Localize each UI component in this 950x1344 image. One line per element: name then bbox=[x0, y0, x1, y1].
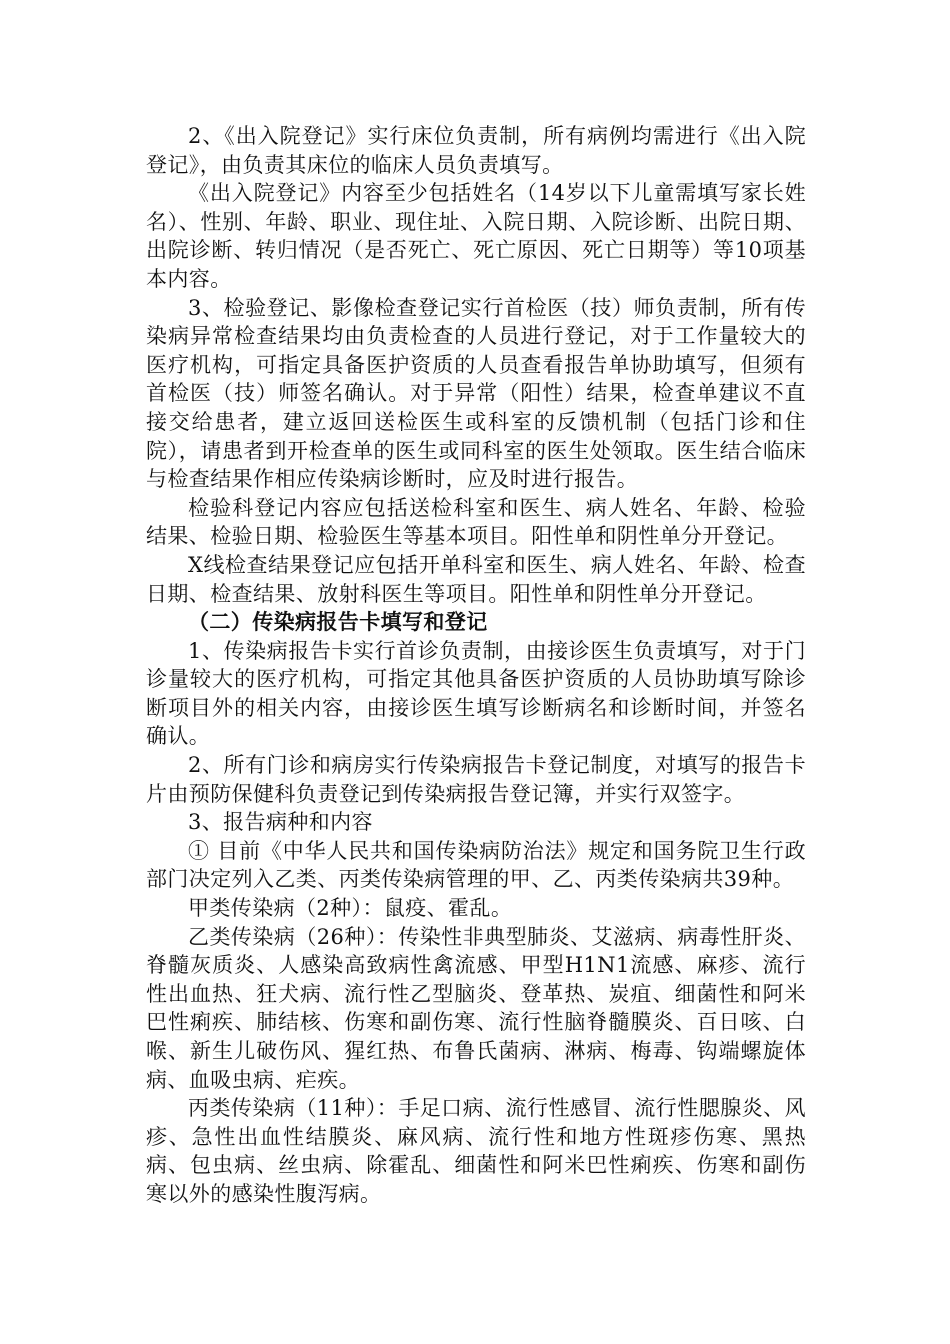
paragraph: 甲类传染病（2种）：鼠疫、霍乱。 bbox=[188, 896, 513, 921]
paragraph: 3、检验登记、影像检查登记实行首检医（技）师负责制，所有传染病异常检查结果均由负责检查的人员进行登记，对于工作量较大的医疗机构，可指定具备医护资质的人员查看报告单协助填写，但须有首检医（技）师签名确认。对于异常（阳性）结果，检查单建议不直接交给患者，建立返回送检医生或科室的反馈机制（包括门诊和住院），请患者到开检查单的医生或同科室的医生处领取。医生结合临床与检查结果作相应传染病诊断时，应及时进行报告。 bbox=[146, 295, 806, 492]
paragraph: 1、传染病报告卡实行首诊负责制，由接诊医生负责填写，对于门诊量较大的医疗机构，可指定其他具备医护资质的人员协助填写除诊断项目外的相关内容，由接诊医生填写诊断病名和诊断时间，并签名确认。 bbox=[146, 638, 806, 749]
paragraph: 《出入院登记》内容至少包括姓名（14岁以下儿童需填写家长姓名）、性别、年龄、职业、现住址、入院日期、入院诊断、出院日期、出院诊断、转归情况（是否死亡、死亡原因、死亡日期等）等10项基本内容。 bbox=[146, 181, 806, 291]
document-body bbox=[146, 122, 806, 1209]
paragraph: 2、所有门诊和病房实行传染病报告卡登记制度，对填写的报告卡片由预防保健科负责登记到传染病报告登记簿，并实行双签字。 bbox=[146, 753, 806, 806]
paragraph: ① 目前《中华人民共和国传染病防治法》规定和国务院卫生行政部门决定列入乙类、丙类传染病管理的甲、乙、丙类传染病共39种。 bbox=[146, 838, 806, 892]
paragraph: 乙类传染病（26种）：传染性非典型肺炎、艾滋病、病毒性肝炎、脊髓灰质炎、人感染高致病性禽流感、甲型H1N1流感、麻疹、流行性出血热、狂犬病、流行性乙型脑炎、登革热、炭疽、细菌性和阿米巴性痢疾、肺结核、伤寒和副伤寒、流行性脑脊髓膜炎、百日咳、白喉、新生儿破伤风、猩红热、布鲁氏菌病、淋病、梅毒、钩端螺旋体病、血吸虫病、疟疾。 bbox=[146, 924, 806, 1092]
paragraph: 丙类传染病（11种）：手足口病、流行性感冒、流行性腮腺炎、风疹、急性出血性结膜炎、麻风病、流行性和地方性斑疹伤寒、黑热病、包虫病、丝虫病、除霍乱、细菌性和阿米巴性痢疾、伤寒和副伤寒以外的感染性腹泻病。 bbox=[146, 1096, 806, 1206]
paragraph: X线检查结果登记应包括开单科室和医生、病人姓名、年龄、检查日期、检查结果、放射科医生等项目。阳性单和阴性单分开登记。 bbox=[146, 552, 806, 606]
paragraph: 检验科登记内容应包括送检科室和医生、病人姓名、年龄、检验结果、检验日期、检验医生等基本项目。阳性单和阴性单分开登记。 bbox=[146, 495, 806, 549]
paragraph: 3、报告病种和内容 bbox=[188, 810, 373, 835]
section-heading: （二）传染病报告卡填写和登记 bbox=[188, 609, 488, 635]
paragraph: 2、《出入院登记》实行床位负责制，所有病例均需进行《出入院登记》，由负责其床位的临床人员负责填写。 bbox=[146, 124, 806, 177]
